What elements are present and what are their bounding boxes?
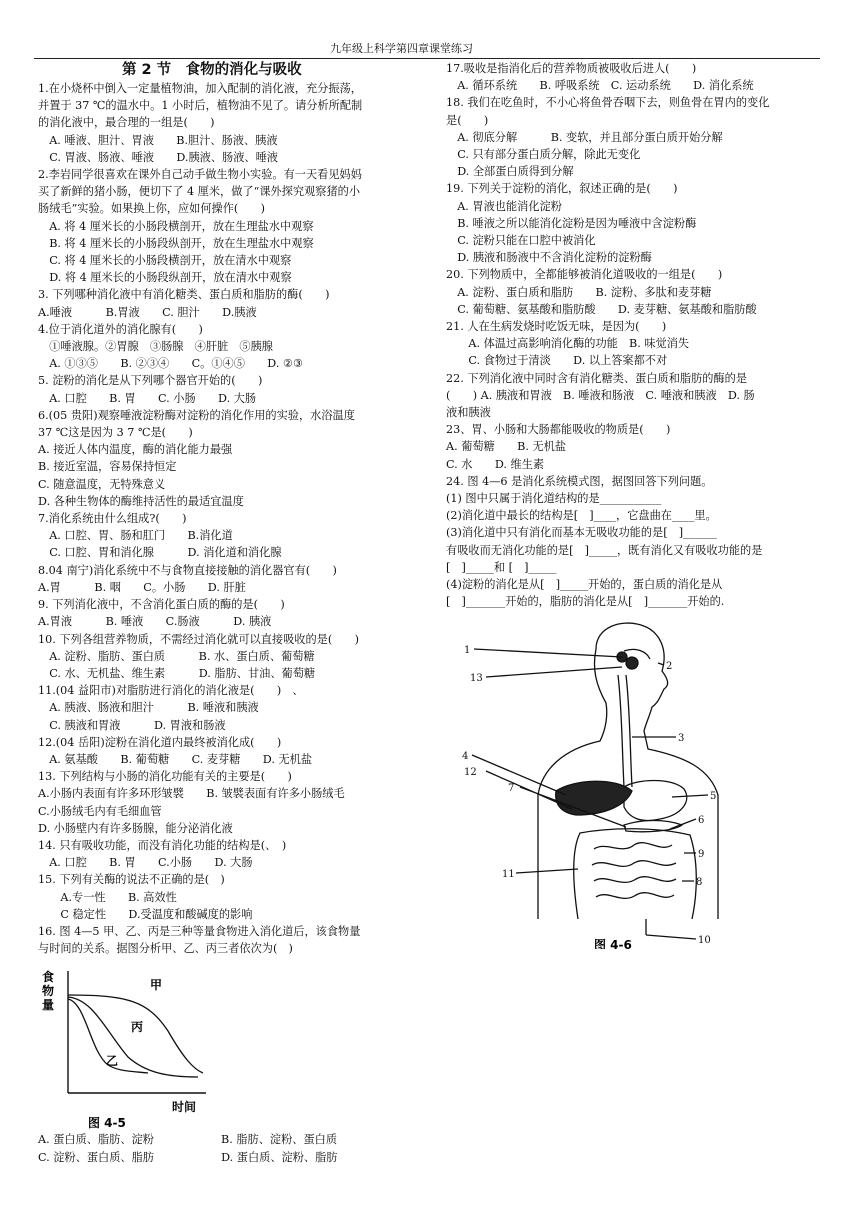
question-line: 37 ℃这是因为 3 7 ℃是( ) — [38, 426, 193, 440]
question-line: D. 小肠壁内有许多肠腺，能分泌消化液 — [38, 821, 233, 835]
question-line: A. 口腔 B. 胃 C.小肠 D. 大肠 — [38, 856, 253, 870]
question-line: 7.消化系统由什么组成?( ) — [38, 512, 187, 526]
right-column — [446, 60, 822, 949]
question-line: 2.李岩同学很喜欢在课外自己动手做生物小实验。有一天看见妈妈 — [38, 168, 362, 182]
curve-label-bing: 丙 — [131, 1020, 144, 1035]
label-13: 13 — [470, 672, 483, 684]
question-line: 是( ) — [446, 113, 489, 127]
question-line: 15. 下列有关酶的说法不正确的是( ) — [38, 873, 225, 887]
question-line: D. 将 4 厘米长的小肠段纵剖开，放在清水中观察 — [38, 271, 292, 285]
header-rule — [34, 58, 820, 59]
label-4: 4 — [462, 750, 469, 762]
question-line: A. 葡萄糖 B. 无机盐 — [446, 440, 567, 454]
question-line: 10. 下列各组营养物质，不需经过消化就可以直接吸收的是( ) — [38, 632, 359, 646]
question-line: 18. 我们在吃鱼时，不小心将鱼骨吞咽下去，则鱼骨在胃内的变化 — [446, 96, 770, 110]
question-line: D. 各种生物体的酶维持活性的最适宜温度 — [38, 494, 244, 508]
question-line: A. 胰液、肠液和胆汁 B. 唾液和胰液 — [38, 701, 259, 715]
question-line: C. 水、无机盐、维生素 D. 脂肪、甘油、葡萄糖 — [38, 666, 316, 680]
label-1: 1 — [464, 644, 471, 656]
question-line: A.胃 B. 咽 C。小肠 D. 肝脏 — [38, 580, 246, 594]
question-line: D. 全部蛋白质得到分解 — [446, 165, 574, 179]
question-line: C. 淀粉只能在口腔中被消化 — [446, 234, 596, 248]
question-line: C 稳定性 D.受温度和酸碱度的影响 — [38, 907, 253, 921]
question-line: A. 口腔 B. 胃 C. 小肠 D. 大肠 — [38, 391, 257, 405]
question-line: (4)淀粉的消化是从[ ]_____开始的，蛋白质的消化是从 — [446, 578, 723, 592]
left-questions — [38, 80, 422, 957]
question-line: A. 氨基酸 B. 葡萄糖 C. 麦芽糖 D. 无机盐 — [38, 752, 313, 766]
question-line: 24. 图 4—6 是消化系统模式图，据图回答下列问题。 — [446, 474, 713, 488]
label-7: 7 — [508, 782, 515, 794]
question-line: (2)消化道中最长的结构是[ ]____，它盘曲在____里。 — [446, 509, 717, 523]
svg-text:物: 物 — [42, 984, 55, 999]
question-line: A. 接近人体内温度，酶的消化能力最强 — [38, 443, 233, 457]
label-3: 3 — [678, 732, 685, 744]
figure-4-5 — [38, 961, 422, 1129]
question-line: 买了新鲜的猪小肠，便切下了 4 厘米，做了“课外探究观察猪的小 — [38, 185, 361, 199]
question-line: 3. 下列哪种消化液中有消化糖类、蛋白质和脂肪的酶( ) — [38, 288, 330, 302]
curve-label-yi: 乙 — [106, 1054, 119, 1069]
question-line: A. 口腔、胃、肠和肛门 B.消化道 — [38, 529, 233, 543]
question-line: A. 淀粉、脂肪、蛋白质 B. 水、蛋白质、葡萄糖 — [38, 649, 315, 663]
question-line: C. 淀粉、蛋白质、脂肪 D. 蛋白质、淀粉、脂肪 — [38, 1150, 338, 1164]
question-line: A. 淀粉、蛋白质和脂肪 B. 淀粉、多肽和麦芽糖 — [446, 285, 712, 299]
question-line: 11.(04 益阳市)对脂肪进行消化的消化液是( ) 、 — [38, 684, 304, 698]
label-2: 2 — [666, 660, 673, 672]
question-line: C. 胰液和胃液 D. 胃液和肠液 — [38, 718, 226, 732]
label-5: 5 — [710, 790, 717, 802]
question-line: C.小肠绒毛内有毛细血管 — [38, 804, 162, 818]
question-line: 并置于 37 ℃的温水中。1 小时后，植物油不见了。请分析所配制 — [38, 99, 363, 113]
question-line: 液和胰液 — [446, 406, 491, 420]
question-line: C. 水 D. 维生素 — [446, 457, 545, 471]
curve-bing — [68, 997, 198, 1077]
question-line: 4.位于消化道外的消化腺有( ) — [38, 322, 203, 336]
question-line: 9. 下列消化液中，不含消化蛋白质的酶的是( ) — [38, 598, 285, 612]
graph-ylabel: 食 — [42, 970, 55, 985]
question-line: A. 胃液也能消化淀粉 — [446, 199, 562, 213]
label-6: 6 — [698, 814, 705, 826]
question-line: 16. 图 4—5 甲、乙、丙是三种等量食物进入消化道后，该食物量 — [38, 924, 361, 938]
page-header: 九年级上科学第四章课堂练习 — [330, 42, 473, 55]
question-line: D. 胰液和肠液中不含消化淀粉的淀粉酶 — [446, 251, 652, 265]
section-title: 第 2 节 食物的消化与吸收 — [122, 62, 302, 78]
question-line: C. 将 4 厘米长的小肠段横剖开，放在清水中观察 — [38, 254, 292, 268]
question-line: C. 口腔、胃和消化腺 D. 消化道和消化腺 — [38, 546, 282, 560]
curve-label-jia: 甲 — [150, 978, 163, 993]
question-line: 12.(04 岳阳)淀粉在消化道内最终被消化成( ) — [38, 735, 282, 749]
question-line: B. 唾液之所以能消化淀粉是因为唾液中含淀粉酶 — [446, 216, 697, 230]
question-line: A. 蛋白质、脂肪、淀粉 B. 脂肪、淀粉、蛋白质 — [38, 1133, 338, 1147]
question-line: A.小肠内表面有许多环形皱襞 B. 皱襞表面有许多小肠绒毛 — [38, 787, 345, 801]
question-line: [ ]_____和 [ ]_____ — [446, 560, 557, 574]
question-line: 肠绒毛”实验。如果换上你，应如何操作( ) — [38, 202, 266, 216]
question-line: C. 随意温度，无特殊意义 — [38, 477, 166, 491]
question-line: 14. 只有吸收功能，而没有消化功能的结构是(、 ) — [38, 838, 287, 852]
question-line: C. 食物过于清淡 D. 以上答案都不对 — [446, 354, 668, 368]
question-line: A.唾液 B.胃液 C. 胆汁 D.胰液 — [38, 305, 257, 319]
figure-4-5-caption: 图 4-5 — [88, 1116, 126, 1130]
question-line: C. 只有部分蛋白质分解，除此无变化 — [446, 148, 641, 162]
question-line: 22. 下列消化液中同时含有消化糖类、蛋白质和脂肪的酶的是 — [446, 371, 748, 385]
food-time-graph — [38, 961, 238, 1129]
label-9: 9 — [698, 848, 705, 860]
question-line: C. 葡萄糖、氨基酸和脂肪酸 D. 麦芽糖、氨基酸和脂肪酸 — [446, 302, 757, 316]
question-line: [ ]_______开始的，脂肪的消化是从[ ]_______开始的. — [446, 595, 725, 609]
question-line: B. 将 4 厘米长的小肠段纵剖开，放在生理盐水中观察 — [38, 236, 314, 250]
label-8: 8 — [696, 876, 703, 888]
label-11: 11 — [502, 868, 515, 880]
question-line: 20. 下列物质中，全都能够被消化道吸收的一组是( ) — [446, 268, 723, 282]
question-line: ①唾液腺。②胃腺 ③肠腺 ④肝脏 ⑤胰腺 — [38, 340, 273, 354]
question-line: 的消化液中，最合理的一组是( ) — [38, 116, 215, 130]
question-line: A.专一性 B. 高效性 — [38, 890, 177, 904]
question-line: 6.(05 贵阳)观察唾液淀粉酶对淀粉的消化作用的实验，水浴温度 — [38, 408, 355, 422]
question-line: 5. 淀粉的消化是从下列哪个器官开始的( ) — [38, 374, 263, 388]
question-line: A.胃液 B. 唾液 C.肠液 D. 胰液 — [38, 615, 272, 629]
question-line: 1.在小烧杯中倒入一定量植物油，加入配制的消化液，充分振荡， — [38, 82, 362, 95]
question-line: C. 胃液、肠液、唾液 D.胰液、肠液、唾液 — [38, 150, 278, 164]
question-line: ( ) A. 胰液和胃液 B. 唾液和肠液 C. 唾液和胰液 D. 肠 — [446, 388, 755, 402]
q16-options — [38, 1131, 422, 1165]
question-line: A. 体温过高影响消化酶的功能 B. 味觉消失 — [446, 337, 690, 351]
question-line: (1) 图中只属于消化道结构的是___________ — [446, 492, 662, 506]
left-column — [38, 60, 422, 1166]
question-line: A. 循环系统 B. 呼吸系统 C. 运动系统 D. 消化系统 — [446, 79, 754, 93]
svg-text:量: 量 — [42, 998, 55, 1013]
question-line: A. ①③⑤ B. ②③④ C。①④⑤ D. ②③ — [38, 357, 304, 371]
question-line: 与时间的关系。据图分析甲、乙、丙三者依次为( ) — [38, 942, 293, 956]
question-line: 17.吸收是指消化后的营养物质被吸收后进人( ) — [446, 62, 697, 75]
question-line: 13. 下列结构与小肠的消化功能有关的主要是( ) — [38, 770, 292, 784]
question-line: 8.04 南宁)消化系统中不与食物直接接触的消化器官有( ) — [38, 563, 337, 577]
question-line: 有吸收而无消化功能的是[ ]_____，既有消化又有吸收功能的是 — [446, 543, 763, 557]
question-line: B. 接近室温，容易保持恒定 — [38, 460, 177, 474]
figure-4-6-caption: 图 4-6 — [594, 937, 632, 949]
question-line: A. 唾液、胆汁、胃液 B.胆汁、肠液、胰液 — [38, 133, 278, 147]
question-line: 19. 下列关于淀粉的消化，叙述正确的是( ) — [446, 182, 678, 196]
right-questions — [446, 60, 822, 611]
question-line: (3)消化道中只有消化而基本无吸收功能的是[ ]______ — [446, 526, 717, 540]
question-line: A. 彻底分解 B. 变软，并且部分蛋白质开始分解 — [446, 130, 723, 144]
figure-4-6 — [446, 619, 822, 949]
question-line: A. 将 4 厘米长的小肠段横剖开，放在生理盐水中观察 — [38, 219, 314, 233]
label-10: 10 — [698, 934, 711, 946]
digestive-system-diagram — [446, 619, 822, 949]
graph-xlabel: 时间 — [172, 1100, 197, 1115]
question-line: 21. 人在生病发烧时吃饭无味，是因为( ) — [446, 320, 667, 334]
label-12: 12 — [464, 766, 477, 778]
question-line: 23、胃、小肠和大肠都能吸收的物质是( ) — [446, 423, 671, 437]
